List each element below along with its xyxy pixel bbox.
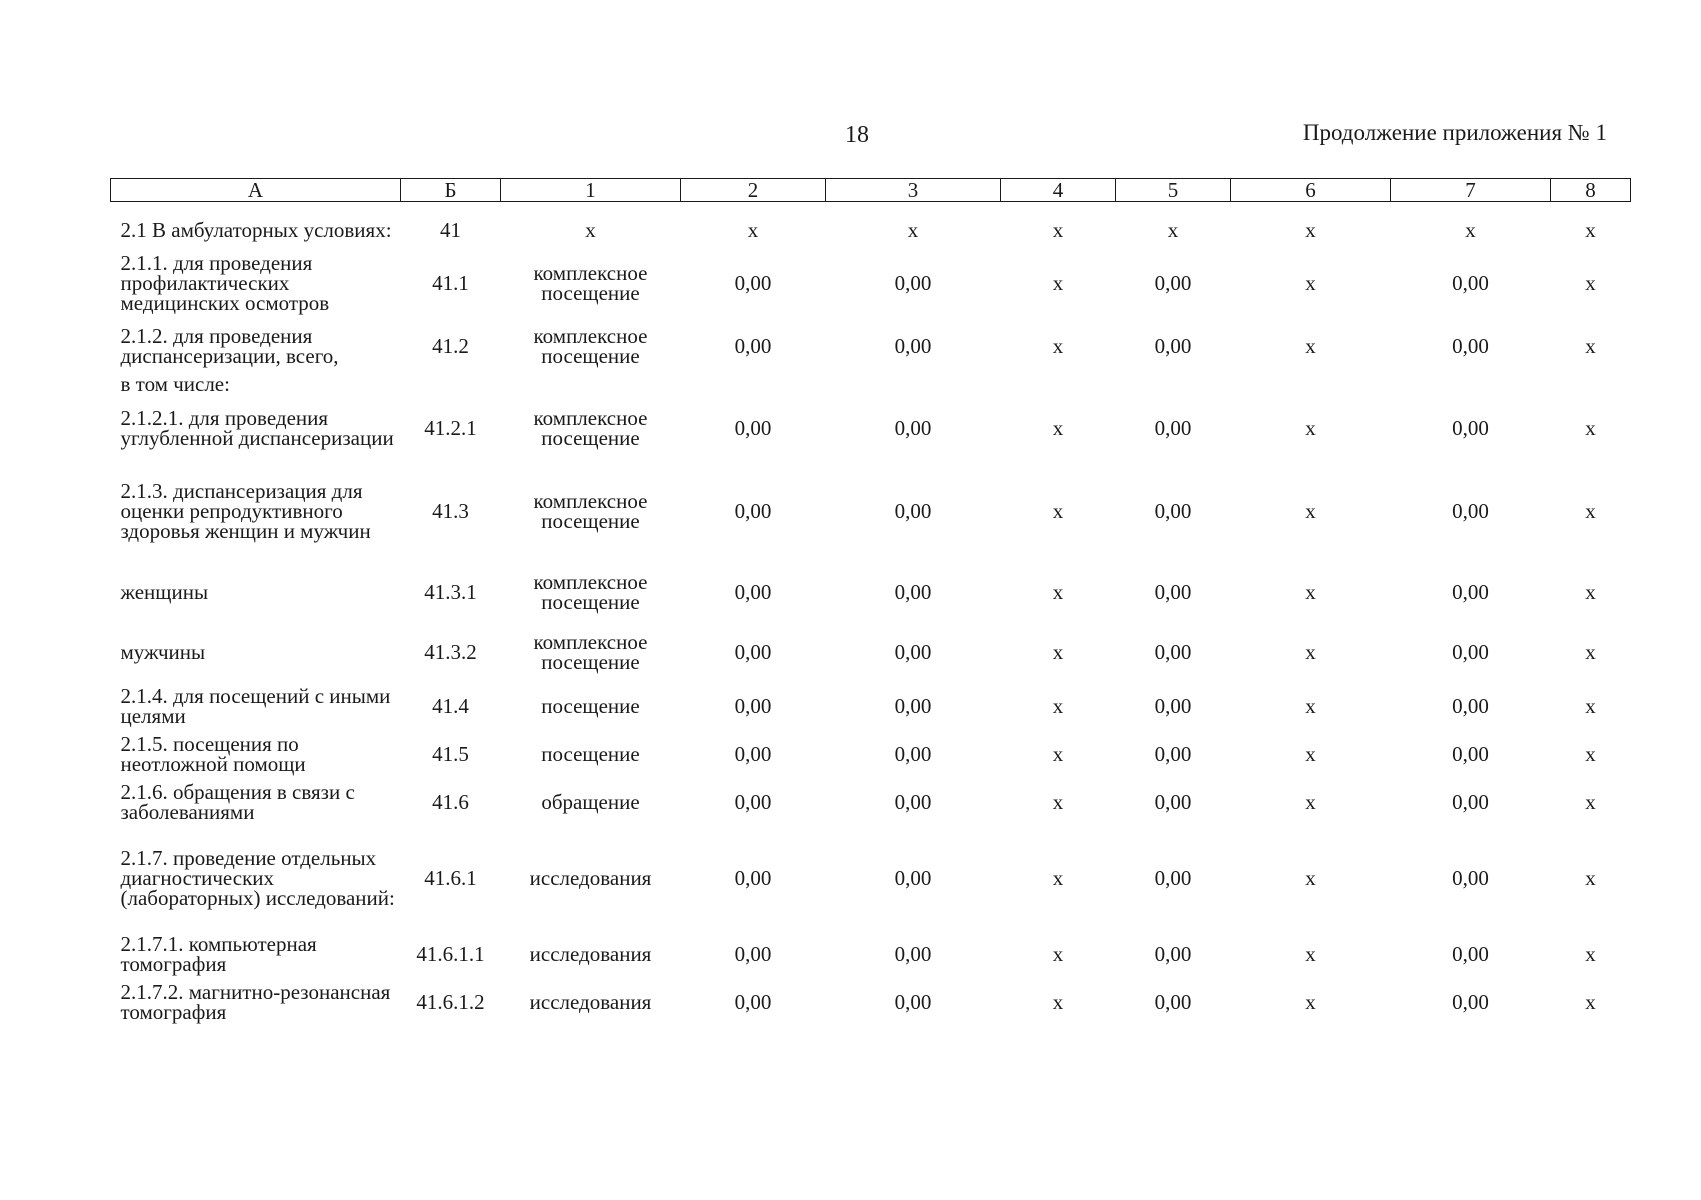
- table-cell: 41.1: [432, 270, 469, 295]
- table-cell: 0,00: [1154, 789, 1192, 814]
- data-table: [110, 178, 1631, 1026]
- table-cell: 0,00: [734, 415, 772, 440]
- header-row: [111, 179, 1631, 202]
- table-cell: 0,00: [1452, 741, 1489, 766]
- table-cell: 0,00: [894, 270, 932, 295]
- table-cell: 41.6.1.1: [416, 941, 485, 966]
- row-label: 2.1 В амбулаторных условиях:: [120, 217, 392, 242]
- table-cell: [501, 372, 681, 396]
- table-cell: 41.5: [432, 741, 469, 766]
- table-cell: 0,00: [1452, 865, 1489, 890]
- row-label: 2.1.5. посещения по неотложной помощи: [120, 731, 306, 776]
- table-cell: 41.2: [432, 333, 469, 358]
- table-cell: 0,00: [1452, 789, 1489, 814]
- table-cell: х: [1305, 639, 1316, 664]
- table-cell: х: [1052, 741, 1064, 766]
- table-cell: х: [1052, 270, 1064, 295]
- table-row: [111, 930, 1631, 978]
- table-cell: 0,00: [734, 693, 772, 718]
- table-cell: 0,00: [1154, 639, 1192, 664]
- table-cell: х: [1052, 639, 1064, 664]
- row-label: 2.1.7.2. магнитно-резонансная томография: [120, 979, 391, 1024]
- row-label: женщины: [120, 579, 209, 604]
- table-cell: 0,00: [734, 498, 772, 523]
- column-header: 2: [681, 179, 826, 202]
- table-cell: х: [1585, 789, 1596, 814]
- table-cell: 0,00: [734, 741, 772, 766]
- table-cell: х: [1585, 415, 1596, 440]
- table-cell: 0,00: [1452, 639, 1489, 664]
- column-header: 4: [1001, 179, 1116, 202]
- table-cell: 0,00: [734, 639, 772, 664]
- table-row: [111, 396, 1631, 460]
- table-cell: комплексное посещение: [533, 488, 648, 533]
- column-header: 1: [501, 179, 681, 202]
- table-cell: 41.4: [432, 693, 469, 718]
- table-cell: х: [1585, 217, 1596, 242]
- table-row: [111, 730, 1631, 778]
- row-label: 2.1.7. проведение отдельных диагностических (лабораторных) исследований:: [120, 845, 395, 910]
- table-cell: х: [1305, 865, 1316, 890]
- table-cell: х: [585, 217, 596, 242]
- table-cell: х: [1167, 217, 1179, 242]
- table-cell: 41.6.1: [424, 865, 477, 890]
- table-cell: комплексное посещение: [533, 569, 648, 614]
- table-cell: х: [1305, 989, 1316, 1014]
- table-row: [111, 562, 1631, 622]
- table-cell: х: [1305, 270, 1316, 295]
- table-cell: [1231, 372, 1391, 396]
- table-cell: 0,00: [894, 989, 932, 1014]
- table-cell: комплексное посещение: [533, 260, 648, 305]
- table-cell: 41.2.1: [424, 415, 477, 440]
- table-cell: 0,00: [894, 415, 932, 440]
- table-cell: 0,00: [1154, 333, 1192, 358]
- table-cell: х: [1052, 789, 1064, 814]
- table-cell: х: [1305, 741, 1316, 766]
- table-cell: 0,00: [1154, 941, 1192, 966]
- table-cell: 0,00: [894, 693, 932, 718]
- table-cell: х: [1585, 270, 1596, 295]
- table-cell: х: [1052, 865, 1064, 890]
- row-label: 2.1.7.1. компьютерная томография: [120, 931, 317, 976]
- row-label: мужчины: [120, 639, 206, 664]
- row-label: 2.1.2. для проведения диспансеризации, всего,: [120, 323, 339, 368]
- table-cell: х: [1585, 639, 1596, 664]
- table-cell: 0,00: [734, 989, 772, 1014]
- table-cell: [401, 372, 501, 396]
- row-label: 2.1.6. обращения в связи с заболеваниями: [120, 779, 355, 824]
- table-cell: [1116, 372, 1231, 396]
- table-cell: х: [1052, 217, 1064, 242]
- page-number: 18: [845, 122, 869, 148]
- table-cell: 41.6.1.2: [416, 989, 485, 1014]
- column-header: 3: [826, 179, 1001, 202]
- table-cell: х: [1052, 415, 1064, 440]
- table-row: [111, 246, 1631, 320]
- table-cell: 0,00: [1452, 693, 1489, 718]
- table-cell: х: [1052, 498, 1064, 523]
- continuation-title: Продолжение приложения № 1: [1302, 120, 1607, 145]
- table-cell: 0,00: [1452, 333, 1489, 358]
- table-cell: 0,00: [894, 498, 932, 523]
- table-cell: 0,00: [1154, 865, 1192, 890]
- table-cell: 0,00: [1154, 498, 1192, 523]
- table-cell: [1391, 372, 1551, 396]
- table-cell: х: [1585, 579, 1596, 604]
- table-cell: исследования: [529, 989, 652, 1014]
- table-cell: [826, 372, 1001, 396]
- table-cell: х: [1305, 789, 1316, 814]
- table-cell: х: [1585, 941, 1596, 966]
- table-row: [111, 202, 1631, 246]
- table-cell: 0,00: [1452, 270, 1489, 295]
- table-cell: 0,00: [1452, 579, 1489, 604]
- table-cell: 0,00: [734, 333, 772, 358]
- table-cell: 0,00: [1154, 989, 1192, 1014]
- table-cell: х: [1585, 865, 1596, 890]
- table-cell: 0,00: [734, 865, 772, 890]
- table-cell: х: [1585, 498, 1596, 523]
- table-row: [111, 778, 1631, 826]
- table-cell: 0,00: [1452, 498, 1489, 523]
- table-body: [111, 202, 1631, 1026]
- table-header: [111, 179, 1631, 202]
- table-row: [111, 978, 1631, 1026]
- row-label: 2.1.2.1. для проведения углубленной диспансеризации: [120, 405, 394, 450]
- table-cell: х: [1052, 941, 1064, 966]
- table-cell: х: [1305, 333, 1316, 358]
- table-cell: 0,00: [734, 270, 772, 295]
- table-cell: 0,00: [734, 941, 772, 966]
- table-cell: х: [1305, 579, 1316, 604]
- table-cell: 41.6: [432, 789, 469, 814]
- table-cell: 0,00: [734, 579, 772, 604]
- table-cell: комплексное посещение: [533, 405, 648, 450]
- table-row: [111, 460, 1631, 562]
- table-cell: х: [1052, 693, 1064, 718]
- table-cell: х: [1585, 333, 1596, 358]
- table-cell: 41: [440, 217, 461, 242]
- column-header: 7: [1391, 179, 1551, 202]
- table-row: [111, 372, 1631, 396]
- table-cell: х: [1585, 693, 1596, 718]
- table-cell: х: [1305, 415, 1316, 440]
- table-cell: [681, 372, 826, 396]
- table-cell: 0,00: [1154, 270, 1192, 295]
- table-cell: х: [1052, 989, 1064, 1014]
- table-cell: исследования: [529, 865, 652, 890]
- table-cell: 41.3.2: [424, 639, 477, 664]
- column-header: 5: [1116, 179, 1231, 202]
- table-cell: 0,00: [894, 333, 932, 358]
- table-row: [111, 320, 1631, 372]
- table-cell: 41.3: [432, 498, 469, 523]
- table-cell: комплексное посещение: [533, 629, 648, 674]
- table-cell: х: [1305, 941, 1316, 966]
- table-cell: х: [1585, 741, 1596, 766]
- table-cell: х: [747, 217, 759, 242]
- table-cell: х: [1052, 579, 1064, 604]
- table-cell: х: [1305, 217, 1316, 242]
- table-cell: обращение: [541, 789, 640, 814]
- table-cell: 0,00: [1154, 693, 1192, 718]
- table-cell: 0,00: [1154, 741, 1192, 766]
- column-header: А: [111, 179, 401, 202]
- table-cell: 0,00: [894, 941, 932, 966]
- table-cell: х: [1465, 217, 1476, 242]
- column-header: Б: [401, 179, 501, 202]
- row-label: 2.1.3. диспансеризация для оценки репродуктивного здоровья женщин и мужчин: [120, 478, 371, 543]
- table-cell: посещение: [541, 741, 640, 766]
- table-cell: х: [907, 217, 919, 242]
- table-cell: 0,00: [1154, 415, 1192, 440]
- table-cell: 0,00: [894, 789, 932, 814]
- table-row: [111, 682, 1631, 730]
- table-cell: 0,00: [894, 741, 932, 766]
- table-cell: х: [1305, 693, 1316, 718]
- table-cell: 0,00: [1452, 941, 1489, 966]
- table-cell: 41.3.1: [424, 579, 477, 604]
- table-row: [111, 622, 1631, 682]
- table-cell: 0,00: [894, 639, 932, 664]
- row-label: 2.1.1. для проведения профилактических медицинских осмотров: [120, 250, 330, 315]
- table-cell: [1001, 372, 1116, 396]
- table-cell: 0,00: [1154, 579, 1192, 604]
- table-cell: исследования: [529, 941, 652, 966]
- row-label: 2.1.4. для посещений с иными целями: [120, 683, 391, 728]
- table-cell: 0,00: [894, 865, 932, 890]
- table-cell: посещение: [541, 693, 640, 718]
- table-cell: 0,00: [1452, 989, 1489, 1014]
- column-header: 6: [1231, 179, 1391, 202]
- table-cell: х: [1052, 333, 1064, 358]
- row-label: в том числе:: [120, 371, 230, 396]
- table-cell: комплексное посещение: [533, 323, 648, 368]
- column-header: 8: [1551, 179, 1631, 202]
- table-cell: [1551, 372, 1631, 396]
- table-cell: х: [1305, 498, 1316, 523]
- table-cell: х: [1585, 989, 1596, 1014]
- table-cell: 0,00: [1452, 415, 1489, 440]
- table-row: [111, 826, 1631, 930]
- table-cell: 0,00: [894, 579, 932, 604]
- table-cell: 0,00: [734, 789, 772, 814]
